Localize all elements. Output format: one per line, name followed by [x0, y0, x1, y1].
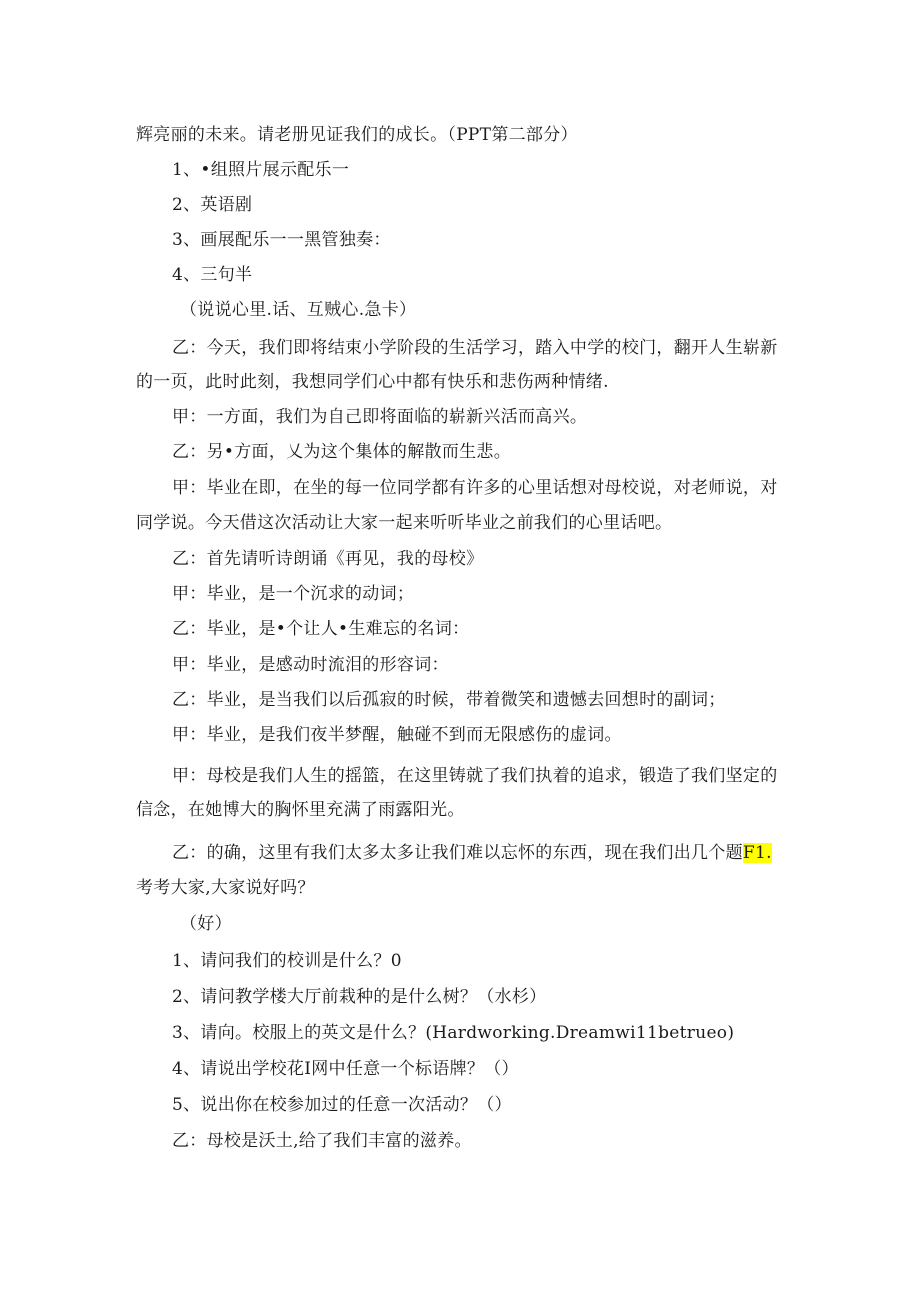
dialogue-line [172, 842, 772, 864]
dialogue-line: 乙：毕业，是•个让人•生难忘的名词： [172, 619, 470, 639]
dialogue-line: 乙：今天，我们即将结束小学阶段的生活学习，踏入中学的校门，翻开人生崭新 [172, 338, 778, 358]
dialogue-line: 乙：另•方面，乂为这个集体的解散而生悲。 [172, 442, 512, 462]
highlighted-text: F1. [742, 843, 772, 863]
dialogue-text: 乙：的确，这里有我们太多太多让我们难以忘怀的东西，现在我们出几个题 [172, 843, 743, 863]
stage-note: （好） [180, 914, 232, 934]
dialogue-line: 乙：毕业，是当我们以后孤寂的时候，带着微笑和遗憾去回想时的副词； [172, 690, 726, 710]
list-item: 4、三句半 [172, 265, 253, 285]
dialogue-line: 考考大家,大家说好吗？ [136, 878, 315, 898]
dialogue-line: 甲：毕业在即，在坐的每一位同学都有许多的心里话想对母校说，对老师说，对 [172, 478, 778, 498]
list-item: 3、画展配乐一一黑管独奏： [172, 230, 391, 250]
dialogue-line: 乙：首先请听诗朗诵《再见，我的母校》 [172, 549, 484, 569]
dialogue-line: 信念，在她博大的胸怀里充满了雨露阳光。 [136, 800, 465, 820]
question-item: 3、请向。校服上的英文是什么？(Hardworking.Dreamwi11betrueo) [172, 1023, 735, 1043]
dialogue-line: 乙：母校是沃土,给了我们丰富的滋养。 [172, 1131, 472, 1151]
dialogue-line: 甲：毕业，是我们夜半梦醒，触碰不到而无限感伤的虚词。 [172, 725, 622, 745]
list-item: 1、•组照片展示配乐一 [172, 160, 350, 180]
question-item: 2、请问教学楼大厅前栽种的是什么树？（水杉） [172, 987, 547, 1007]
dialogue-line: 甲：母校是我们人生的摇篮，在这里铸就了我们执着的追求，锻造了我们坚定的 [172, 766, 778, 786]
question-item: 1、请问我们的校训是什么？0 [172, 951, 402, 971]
dialogue-line: 同学说。今天借这次活动让大家一起来听听毕业之前我们的心里话吧。 [136, 513, 673, 533]
question-item: 5、说出你在校参加过的任意一次活动？（） [172, 1095, 512, 1115]
stage-note: （说说心里.话、互贼心.急卡） [180, 300, 417, 320]
question-item: 4、请说出学校花I网中任意一个标语牌？（） [172, 1059, 519, 1079]
dialogue-line: 甲：毕业，是一个沉求的动词； [172, 584, 415, 604]
dialogue-line: 的一页，此时此刻，我想同学们心中都有快乐和悲伤两种情绪. [136, 372, 609, 392]
dialogue-line: 甲：毕业，是感动时流泪的形容词： [172, 655, 449, 675]
dialogue-line: 甲：一方面，我们为自己即将面临的崭新兴活而高兴。 [172, 407, 588, 427]
list-item: 2、英语剧 [172, 195, 253, 215]
paragraph-line: 辉亮丽的未来。请老册见证我们的成长。（PPT第二部分） [136, 125, 578, 145]
